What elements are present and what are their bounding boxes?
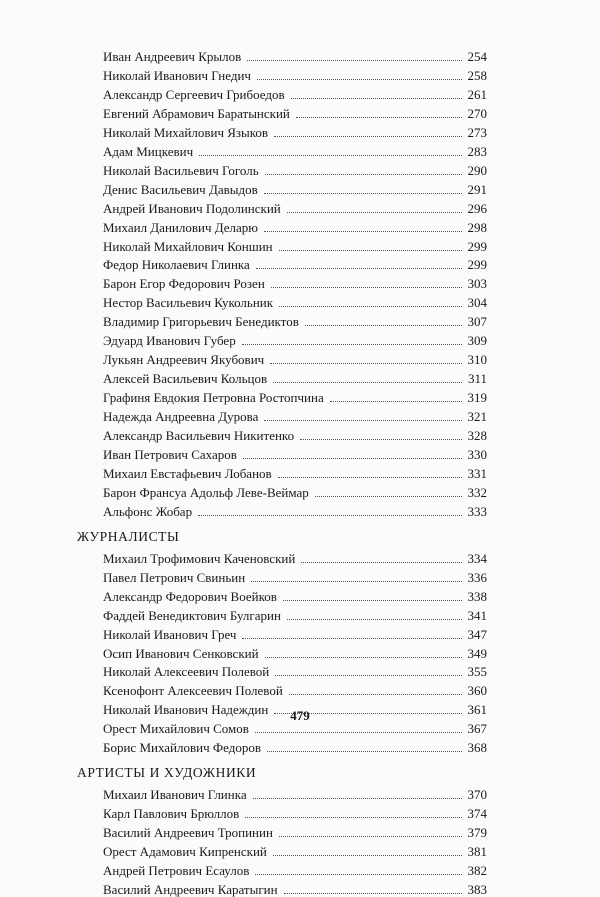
dot-leader xyxy=(278,477,462,478)
toc-entry[interactable] xyxy=(103,83,487,102)
entry-name: Николай Иванович Надеждин xyxy=(103,702,269,718)
toc-entry[interactable] xyxy=(103,840,487,859)
entry-name: Владимир Григорьевич Бенедиктов xyxy=(103,314,299,330)
entry-page: 355 xyxy=(467,664,487,680)
dot-leader xyxy=(296,117,462,118)
entry-name: Барон Франсуа Адольф Леве-Веймар xyxy=(103,484,309,500)
entry-name: Николай Иванович Греч xyxy=(103,626,237,642)
entry-name: Александр Федорович Воейков xyxy=(103,588,277,604)
entry-name: Лукьян Андреевич Якубович xyxy=(103,352,265,368)
dot-leader xyxy=(279,250,462,251)
entry-page: 307 xyxy=(467,314,487,330)
entry-name: Михаил Иванович Глинка xyxy=(103,787,247,803)
toc-entry[interactable] xyxy=(103,462,487,481)
entry-name: Михаил Данилович Деларю xyxy=(103,219,258,235)
entry-page: 321 xyxy=(467,409,487,425)
dot-leader xyxy=(255,874,461,875)
toc-entry[interactable] xyxy=(103,821,487,840)
entry-page: 336 xyxy=(467,569,487,585)
entry-page: 383 xyxy=(467,881,487,897)
dot-leader xyxy=(305,325,462,326)
toc-entry[interactable] xyxy=(103,783,487,802)
entry-page: 291 xyxy=(467,181,487,197)
entry-name: Барон Егор Федорович Розен xyxy=(103,276,265,292)
entry-page: 309 xyxy=(467,333,487,349)
toc-entry[interactable] xyxy=(103,272,487,291)
toc-entry[interactable] xyxy=(103,45,487,64)
entry-name: Николай Иванович Гнедич xyxy=(103,67,251,83)
entry-page: 296 xyxy=(467,200,487,216)
toc-entry[interactable] xyxy=(103,566,487,585)
entry-page: 290 xyxy=(467,162,487,178)
entry-page: 360 xyxy=(467,683,487,699)
toc-entry[interactable] xyxy=(103,623,487,642)
dot-leader xyxy=(267,751,461,752)
dot-leader xyxy=(279,836,462,837)
entry-name: Надежда Андреевна Дурова xyxy=(103,409,259,425)
entry-name: Фаддей Венедиктович Булгарин xyxy=(103,607,281,623)
entry-page: 319 xyxy=(467,390,487,406)
entry-page: 330 xyxy=(467,446,487,462)
toc-entry[interactable] xyxy=(103,329,487,348)
dot-leader xyxy=(330,401,462,402)
entry-page: 310 xyxy=(467,352,487,368)
entry-page: 368 xyxy=(467,740,487,756)
entry-page: 333 xyxy=(467,503,487,519)
toc-entry[interactable] xyxy=(103,64,487,83)
entry-name: Михаил Евстафьевич Лобанов xyxy=(103,465,272,481)
entry-name: Эдуард Иванович Губер xyxy=(103,333,236,349)
dot-leader xyxy=(284,893,462,894)
toc-entry[interactable] xyxy=(103,642,487,661)
dot-leader xyxy=(265,174,462,175)
entry-name: Графиня Евдокия Петровна Ростопчина xyxy=(103,390,324,406)
toc-entry[interactable] xyxy=(103,547,487,566)
entry-page: 299 xyxy=(467,257,487,273)
entry-name: Борис Михайлович Федоров xyxy=(103,740,262,756)
dot-leader xyxy=(291,98,462,99)
dot-leader xyxy=(271,287,462,288)
section-heading: ЖУРНАЛИСТЫ xyxy=(77,528,180,544)
dot-leader xyxy=(242,638,461,639)
dot-leader xyxy=(289,694,462,695)
entry-page: 341 xyxy=(467,607,487,623)
entry-page: 332 xyxy=(467,484,487,500)
dot-leader xyxy=(255,732,462,733)
toc-entry[interactable] xyxy=(103,140,487,159)
entry-name: Алексей Васильевич Кольцов xyxy=(103,371,268,387)
entry-page: 381 xyxy=(467,844,487,860)
entry-page: 382 xyxy=(467,863,487,878)
entry-name: Орест Михайлович Сомов xyxy=(103,721,249,737)
section-heading: АРТИСТЫ И ХУДОЖНИКИ xyxy=(77,765,257,781)
toc-entry[interactable] xyxy=(103,386,487,405)
entry-name: Осип Иванович Сенковский xyxy=(103,645,259,661)
entry-page: 328 xyxy=(467,428,487,443)
entry-name: Николай Михайлович Языков xyxy=(103,124,269,140)
dot-leader xyxy=(273,382,462,383)
entry-page: 303 xyxy=(467,276,487,292)
toc-entry[interactable] xyxy=(103,235,487,254)
dot-leader xyxy=(315,496,462,497)
toc-entry[interactable] xyxy=(103,859,487,878)
dot-leader xyxy=(265,657,462,658)
dot-leader xyxy=(253,798,462,799)
toc-entry[interactable] xyxy=(103,310,487,329)
toc-entry[interactable] xyxy=(103,121,487,140)
entry-name: Андрей Иванович Подолинский xyxy=(103,200,281,216)
entry-name: Иван Петрович Сахаров xyxy=(103,446,237,462)
entry-name: Нестор Васильевич Кукольник xyxy=(103,295,274,311)
dot-leader xyxy=(274,136,461,137)
toc-entry[interactable] xyxy=(103,216,487,235)
entry-page: 374 xyxy=(467,806,487,822)
dot-leader xyxy=(245,817,461,818)
toc-entry[interactable] xyxy=(103,424,487,443)
toc-entry[interactable] xyxy=(103,291,487,310)
toc-entry[interactable] xyxy=(103,585,487,604)
dot-leader xyxy=(198,515,461,516)
entry-page: 273 xyxy=(467,124,487,140)
entry-page: 270 xyxy=(467,105,487,121)
dot-leader xyxy=(264,420,461,421)
entry-page: 334 xyxy=(467,550,487,566)
entry-name: Николай Михайлович Коншин xyxy=(103,238,273,254)
dot-leader xyxy=(251,581,461,582)
dot-leader xyxy=(273,855,462,856)
dot-leader xyxy=(256,268,462,269)
entry-name: Евгений Абрамович Баратынский xyxy=(103,105,290,121)
entry-page: 254 xyxy=(467,49,487,64)
toc-entry[interactable] xyxy=(103,443,487,462)
entry-page: 261 xyxy=(467,86,487,102)
entry-name: Андрей Петрович Есаулов xyxy=(103,863,250,878)
toc-entry[interactable] xyxy=(103,348,487,367)
entry-page: 304 xyxy=(467,295,487,311)
toc-entry[interactable] xyxy=(103,802,487,821)
entry-name: Александр Сергеевич Грибоедов xyxy=(103,86,285,102)
entry-page: 331 xyxy=(467,465,487,481)
entry-name: Василий Андреевич Тропинин xyxy=(103,825,273,841)
entry-name: Иван Андреевич Крылов xyxy=(103,49,242,64)
entry-name: Михаил Трофимович Каченовский xyxy=(103,550,296,566)
dot-leader xyxy=(287,212,462,213)
dot-leader xyxy=(264,193,462,194)
entry-name: Николай Алексеевич Полевой xyxy=(103,664,270,680)
entry-page: 338 xyxy=(467,588,487,604)
entry-page: 370 xyxy=(467,787,487,803)
entry-page: 379 xyxy=(467,825,487,841)
dot-leader xyxy=(301,562,461,563)
entry-page: 367 xyxy=(467,721,487,737)
entry-page: 298 xyxy=(467,219,487,235)
toc-entry[interactable] xyxy=(103,405,487,424)
toc-entry[interactable] xyxy=(103,736,487,755)
entry-page: 361 xyxy=(467,702,487,718)
entry-page: 347 xyxy=(467,626,487,642)
dot-leader xyxy=(287,619,462,620)
entry-page: 283 xyxy=(467,143,487,159)
entry-name: Карл Павлович Брюллов xyxy=(103,806,240,822)
toc-entry[interactable] xyxy=(103,500,487,519)
dot-leader xyxy=(300,439,461,440)
toc-entry[interactable] xyxy=(103,604,487,623)
entry-name: Адам Мицкевич xyxy=(103,143,194,159)
dot-leader xyxy=(283,600,462,601)
toc-entry[interactable] xyxy=(103,197,487,216)
entry-page: 258 xyxy=(467,67,487,83)
entry-name: Альфонс Жобар xyxy=(103,503,193,519)
toc-entry[interactable] xyxy=(103,253,487,272)
toc-entry[interactable] xyxy=(103,660,487,679)
toc-entry[interactable] xyxy=(103,178,487,197)
dot-leader xyxy=(279,306,461,307)
toc-entry[interactable] xyxy=(103,679,487,698)
entry-page: 299 xyxy=(467,238,487,254)
entry-page: 349 xyxy=(467,645,487,661)
dot-leader xyxy=(199,155,461,156)
dot-leader xyxy=(275,675,461,676)
page-number: 479 xyxy=(290,708,310,723)
toc-entry[interactable] xyxy=(103,481,487,500)
entry-name: Ксенофонт Алексеевич Полевой xyxy=(103,683,283,699)
entry-name: Федор Николаевич Глинка xyxy=(103,257,250,273)
dot-leader xyxy=(257,79,462,80)
entry-page: 311 xyxy=(467,371,487,387)
entry-name: Александр Васильевич Никитенко xyxy=(103,428,295,443)
entry-name: Василий Андреевич Каратыгин xyxy=(103,881,278,897)
dot-leader xyxy=(270,363,461,364)
toc-entry[interactable] xyxy=(103,159,487,178)
entry-name: Николай Васильевич Гоголь xyxy=(103,162,259,178)
entry-name: Орест Адамович Кипренский xyxy=(103,844,267,860)
dot-leader xyxy=(247,60,461,61)
dot-leader xyxy=(264,231,462,232)
entry-name: Денис Васильевич Давыдов xyxy=(103,181,258,197)
toc-entry[interactable] xyxy=(103,367,487,386)
dot-leader xyxy=(243,458,462,459)
entry-name: Павел Петрович Свиньин xyxy=(103,569,246,585)
toc-entry[interactable] xyxy=(103,878,487,897)
dot-leader xyxy=(242,344,462,345)
toc-entry[interactable] xyxy=(103,102,487,121)
